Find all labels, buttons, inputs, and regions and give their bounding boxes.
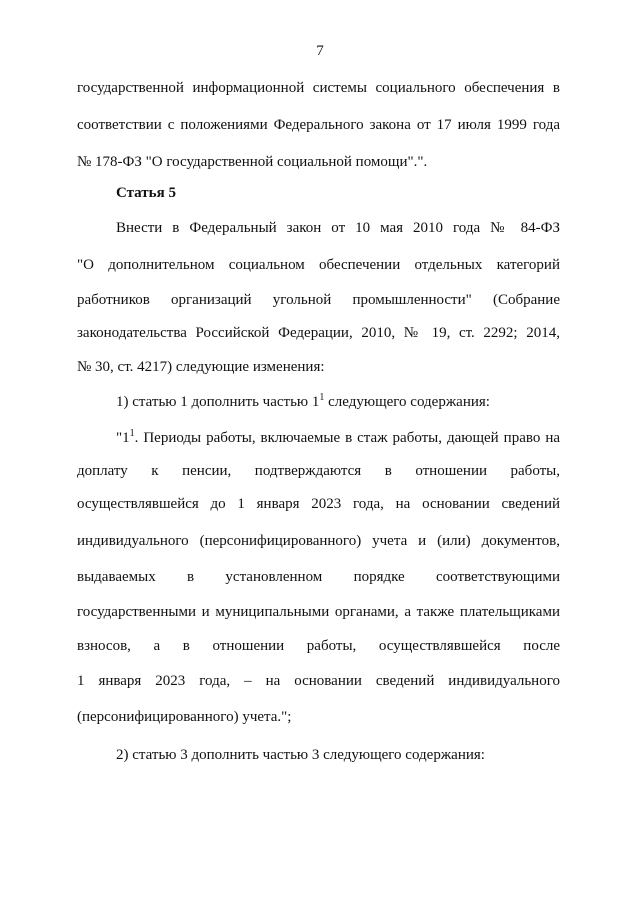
text-line-3: № 178-ФЗ "О государственной социальной помощи".". [77, 154, 428, 170]
page-number: 7 [316, 43, 324, 59]
text-line-13: осуществлявшейся до 1 января 2023 года, на основании сведений [77, 496, 560, 512]
text-line-16: государственными и муниципальными органами, а также плательщиками [77, 604, 560, 620]
text-line-19: (персонифицированного) учета."; [77, 709, 292, 725]
text-line-2: соответствии с положениями Федерального закона от 17 июля 1999 года [77, 117, 560, 133]
text-line-6: "О дополнительном социальном обеспечении отдельных категорий [77, 257, 560, 273]
superscript: 1 [319, 392, 325, 403]
text-line-9: № 30, ст. 4217) следующие изменения: [77, 359, 325, 375]
text-line-12: доплату к пенсии, подтверждаются в отношении работы, [77, 463, 560, 479]
text-line-5: Внести в Федеральный закон от 10 мая 2010 года № 84-ФЗ [116, 220, 560, 236]
list-item-1 [116, 392, 560, 412]
text-line-14: индивидуального (персонифицированного) учета и (или) документов, [77, 533, 560, 549]
text-line-15: выдаваемых в установленном порядке соответствующими [77, 569, 560, 585]
text-line-1: государственной информационной системы социального обеспечения в [77, 80, 560, 96]
text-line-7: работников организаций угольной промышленности" (Собрание [77, 292, 560, 308]
list-item-1-text: 1) статью 1 дополнить частью 1 [116, 394, 320, 410]
quoted-part-number: "1 [116, 430, 130, 446]
list-item-1-text-end: следующего содержания: [324, 394, 490, 410]
quoted-part-text: . Периоды работы, включаемые в стаж работы, дающей право на [134, 430, 560, 446]
superscript: 1 [129, 428, 135, 439]
article-heading: Статья 5 [116, 185, 176, 201]
list-item-2: 2) статью 3 дополнить частью 3 следующего содержания: [116, 747, 485, 763]
text-line-8: законодательства Российской Федерации, 2010, № 19, ст. 2292; 2014, [77, 325, 560, 341]
quoted-part-start [116, 428, 560, 448]
text-line-18: 1 января 2023 года, – на основании сведений индивидуального [77, 673, 560, 689]
text-line-17: взносов, а в отношении работы, осуществлявшейся после [77, 638, 560, 654]
